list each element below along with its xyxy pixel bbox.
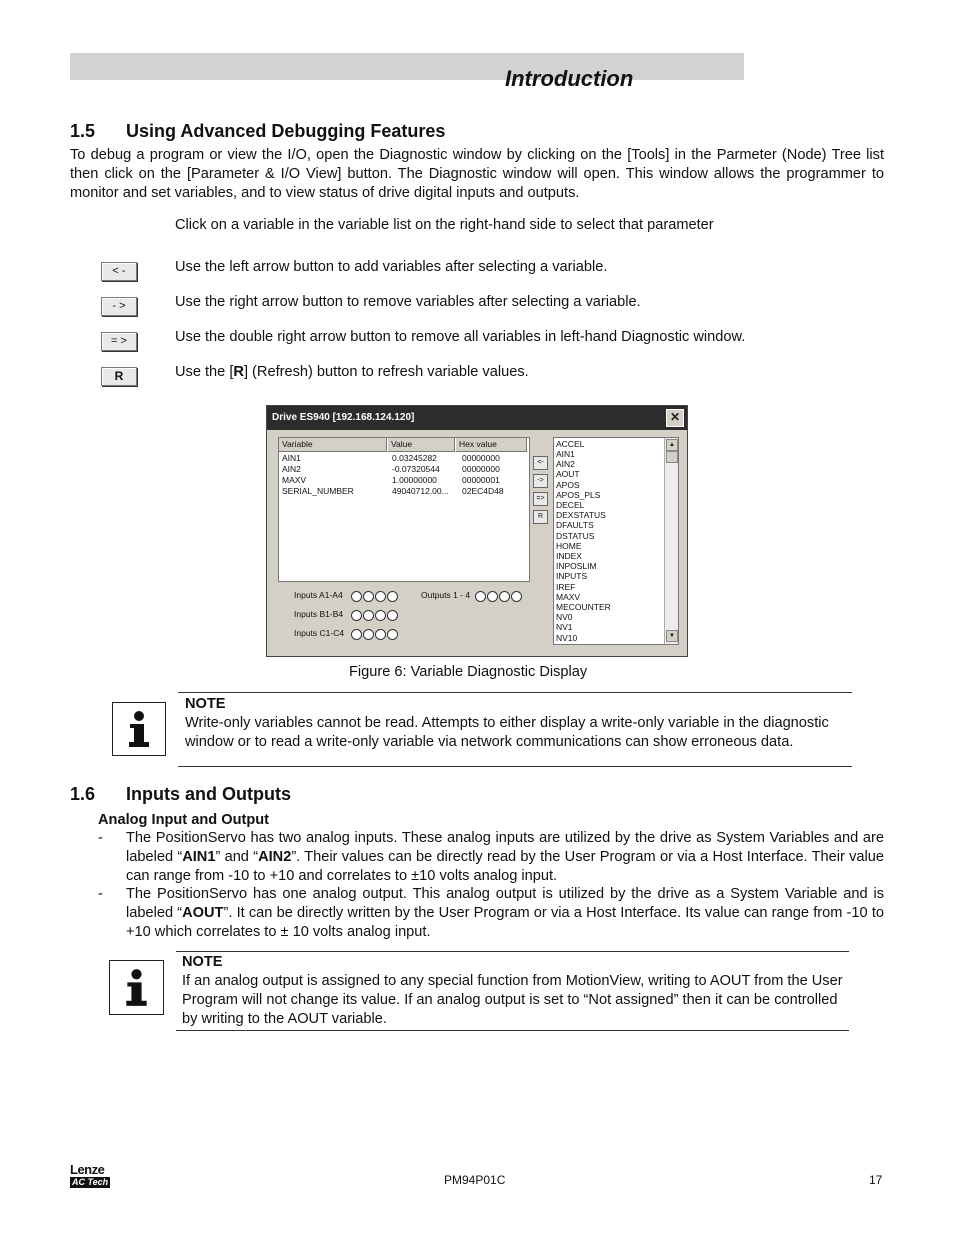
led-icon	[363, 610, 374, 621]
table-row-cell[interactable]: 00000000	[462, 453, 500, 463]
list-scrollbar[interactable]	[664, 438, 678, 644]
table-row-cell[interactable]: 0.03245282	[392, 453, 437, 463]
inputs-a-label: Inputs A1-A4	[294, 590, 343, 600]
list-item[interactable]: NV1	[556, 622, 573, 632]
scroll-up-icon[interactable]: ▲	[666, 439, 678, 451]
led-icon	[387, 629, 398, 640]
bullet1-text-c: ” and “	[215, 849, 259, 865]
list-item[interactable]: ACCEL	[556, 439, 585, 449]
table-row-cell[interactable]: MAXV	[282, 475, 307, 485]
list-item[interactable]: APOS_PLS	[556, 490, 601, 500]
table-row-cell[interactable]: 1.00000000	[392, 475, 437, 485]
led-icon	[487, 591, 498, 602]
list-item[interactable]: NV0	[556, 612, 573, 622]
led-icon	[351, 610, 362, 621]
inputs-c-leds	[351, 627, 399, 645]
bullet-analog-inputs	[126, 829, 884, 886]
intro-paragraph: To debug a program or view the I/O, open the Diagnostic window by clicking on the [Tools] in the Parmeter (Node) Tree list then click on the [Parameter & I/O View] button. The Diagnostic window will open. This window allows the programmer to monitor and set variables, and to view status of drive digital inputs and outputs.	[70, 147, 884, 201]
refresh-description	[175, 363, 529, 382]
table-row-cell[interactable]: SERIAL_NUMBER	[282, 486, 354, 496]
bullet-analog-output	[126, 885, 884, 942]
list-item[interactable]: DSTATUS	[556, 531, 595, 541]
double-arrow-button[interactable]: = >	[101, 332, 137, 351]
list-item[interactable]: MAXV	[556, 592, 581, 602]
led-icon	[351, 591, 362, 602]
table-row-cell[interactable]: AIN1	[282, 453, 301, 463]
refresh-text-bold: R	[233, 364, 244, 380]
subsection-title: Analog Input and Output	[98, 812, 270, 828]
info-icon	[109, 960, 164, 1015]
column-header-variable[interactable]: Variable	[279, 438, 387, 452]
led-icon	[363, 591, 374, 602]
refresh-text-post: ] (Refresh) button to refresh variable values.	[243, 364, 529, 380]
right-arrow-button[interactable]: - >	[101, 297, 137, 316]
bullet2-text-a: The PositionServo has one analog output. This analog output is utilized by the drive as a System Variable and is labeled “	[126, 886, 884, 921]
list-item[interactable]: AIN2	[556, 459, 575, 469]
left-arrow-button[interactable]: < -	[101, 262, 137, 281]
inputs-b-label: Inputs B1-B4	[294, 609, 344, 619]
logo-actech-text: AC Tech	[72, 1177, 109, 1187]
led-icon	[387, 591, 398, 602]
led-icon	[499, 591, 510, 602]
list-item[interactable]: IREF	[556, 582, 576, 592]
list-item[interactable]: HOME	[556, 541, 582, 551]
document-id: PM94P01C	[444, 1173, 506, 1187]
list-item[interactable]: AIN1	[556, 449, 575, 459]
left-arrow-description: Use the left arrow button to add variables after selecting a variable.	[175, 259, 608, 275]
refresh-mini-button[interactable]: R	[533, 510, 548, 524]
bullet1-text-d: ”. Their values can be directly read by the User Program or via a Host Interface. Their value can range from -10 to +10 and correlates to ±10 volts analog input.	[126, 849, 885, 884]
inputs-b-leds	[351, 608, 399, 626]
page-number: 17	[869, 1173, 883, 1187]
aout-label: AOUT	[182, 905, 224, 921]
note-top-rule	[176, 951, 849, 952]
led-icon	[375, 629, 386, 640]
refresh-button[interactable]: R	[101, 367, 137, 386]
outputs-label: Outputs 1 - 4	[421, 590, 471, 600]
table-row-cell[interactable]: 49040712.00...	[392, 486, 449, 496]
ain2-label: AIN2	[258, 849, 292, 865]
table-row-cell[interactable]: 02EC4D48	[462, 486, 504, 496]
close-icon[interactable]: ✕	[666, 409, 684, 427]
add-variable-button[interactable]: <-	[533, 456, 548, 470]
table-row-cell[interactable]: 00000000	[462, 464, 500, 474]
led-icon	[511, 591, 522, 602]
list-item[interactable]: DFAULTS	[556, 520, 594, 530]
list-item[interactable]: INPUTS	[556, 571, 588, 581]
section-number: 1.5	[70, 121, 96, 141]
table-row-cell[interactable]: -0.07320544	[392, 464, 440, 474]
note-text: Write-only variables cannot be read. Attempts to either display a write-only variable in the diagnostic window or to read a write-only variable via network communications can show erroneous data.	[185, 715, 829, 750]
scroll-down-icon[interactable]: ▼	[666, 630, 678, 642]
diagnostic-window	[266, 405, 688, 657]
bullet-dash: -	[98, 886, 103, 902]
bullet1-text-a: The PositionServo has two analog inputs. These analog inputs are utilized by the drive as System Variables and are labeled “	[126, 830, 884, 865]
list-item[interactable]: APOS	[556, 480, 580, 490]
header-bar	[70, 53, 744, 80]
logo-lenze-text: Lenze	[70, 1162, 105, 1177]
variable-table	[278, 437, 530, 582]
led-icon	[387, 610, 398, 621]
note-top-rule	[178, 692, 852, 693]
inputs-a-leds	[351, 589, 399, 607]
led-icon	[375, 610, 386, 621]
note-bottom-rule	[178, 766, 852, 767]
note-bottom-rule	[176, 1030, 849, 1031]
table-row-cell[interactable]: AIN2	[282, 464, 301, 474]
table-row-cell[interactable]: 00000001	[462, 475, 500, 485]
led-icon	[375, 591, 386, 602]
figure-caption: Figure 6: Variable Diagnostic Display	[349, 664, 588, 680]
note-text: If an analog output is assigned to any special function from MotionView, writing to AOUT from the User Program will not change its value. If an analog output is set to “Not assigned” then it can be controlled by writing to the AOUT variable.	[182, 973, 843, 1027]
refresh-text-pre: Use the [	[175, 364, 234, 380]
scroll-thumb[interactable]	[666, 451, 678, 463]
list-item[interactable]: INDEX	[556, 551, 582, 561]
led-icon	[351, 629, 362, 640]
remove-variable-button[interactable]: ->	[533, 474, 548, 488]
column-header-value[interactable]: Value	[388, 438, 455, 452]
click-instruction: Click on a variable in the variable list on the right-hand side to select that parameter	[175, 217, 714, 233]
list-item[interactable]: DECEL	[556, 500, 585, 510]
note-title: NOTE	[182, 954, 223, 970]
variable-list	[553, 437, 679, 645]
bullet2-text-c: ”. It can be directly written by the User Program or via a Host Interface. Its value can range from -10 to +10 which correlates to ± 10 volts analog input.	[126, 905, 885, 940]
list-item[interactable]: AOUT	[556, 469, 580, 479]
lenze-logo	[70, 1163, 110, 1188]
column-header-hex[interactable]: Hex value	[456, 438, 527, 452]
info-icon	[112, 702, 166, 756]
double-arrow-description: Use the double right arrow button to remove all variables in left-hand Diagnostic window.	[175, 329, 746, 345]
ain1-label: AIN1	[182, 849, 216, 865]
inputs-c-label: Inputs C1-C4	[294, 628, 345, 638]
led-icon	[475, 591, 486, 602]
section-title: Using Advanced Debugging Features	[126, 121, 446, 141]
section-title: Inputs and Outputs	[126, 784, 291, 804]
led-icon	[363, 629, 374, 640]
section-number: 1.6	[70, 784, 96, 804]
remove-all-button[interactable]: =>	[533, 492, 548, 506]
note-title: NOTE	[185, 696, 226, 712]
list-item[interactable]: DEXSTATUS	[556, 510, 606, 520]
window-title: Drive ES940 [192.168.124.120]	[267, 406, 687, 430]
list-item[interactable]: MECOUNTER	[556, 602, 611, 612]
list-item[interactable]: INPOSLIM	[556, 561, 597, 571]
bullet-dash: -	[98, 830, 103, 846]
page-title: Introduction	[505, 66, 634, 91]
list-item[interactable]: NV10	[556, 633, 578, 643]
right-arrow-description: Use the right arrow button to remove variables after selecting a variable.	[175, 294, 641, 310]
outputs-leds	[475, 589, 523, 607]
